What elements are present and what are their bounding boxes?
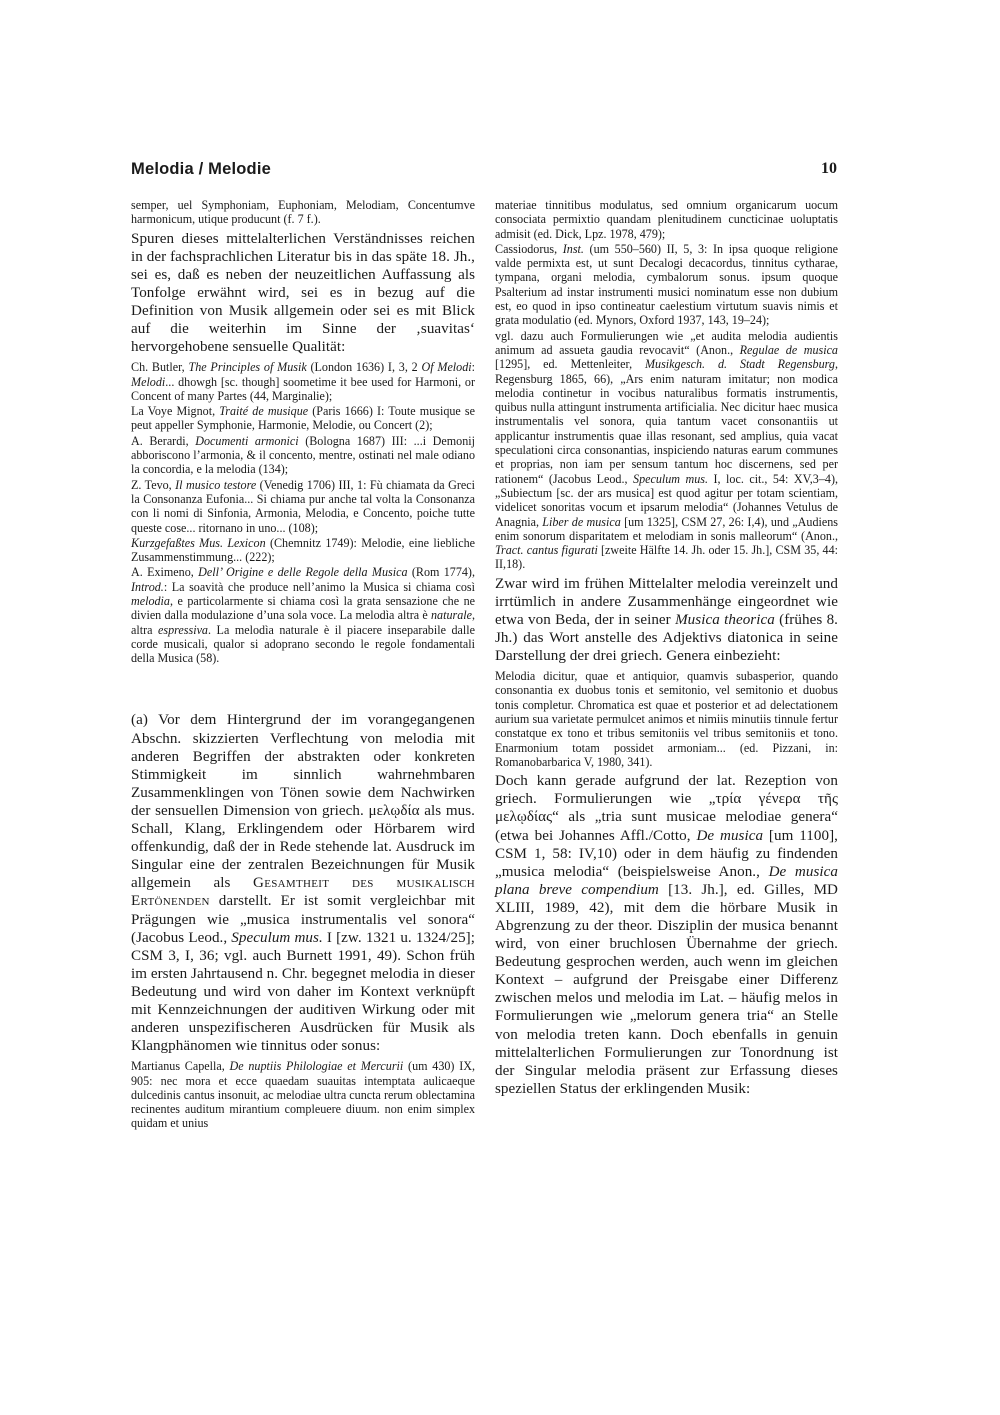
- quote-melodia-dicitur: Melodia dicitur, quae et antiquior, quamvis subasperior, quando consonantia ex duobus tonis et semitonio, vel semitonio et duobus tonis completur. Chromatica est quae et posterior et ad delectationem aurium sua varietate permulcet animos et nimiis minutiis tinnule fertur constatque ex tono et tribus semitoniis vel tribus semitoniis et tono. Enarmonium totam possidet armoniam... (ed. Pizzani, in: Romanobarbarica V, 1980, 341).: [495, 669, 838, 769]
- left-column: [131, 198, 475, 1132]
- quote-mignot: La Voye Mignot, Traité de musique (Paris 1666) I: Toute musique se peut appeller Symphonie, Harmonie, Melodie, ou Concert (2);: [131, 404, 475, 433]
- quote-cassiodorus: Cassiodorus, Inst. (um 550–560) II, 5, 3: In ipsa quoque religione valde permixta est, ut sunt Decalogi decacordus, tinnitus cytharae, tympana, organi melodia, cymbalorum sonus. ipsum quoque Psalterium ad instar instrumenti musici nominatum esse non dubium est, eo quod in ipso contineatur caelestium virtutum suavis nimis et grata modulatio (ed. Mynors, Oxford 1937, 143, 19–24);: [495, 241, 838, 328]
- quote-symphoniam: semper, uel Symphoniam, Euphoniam, Melodiam, Concentumve harmonicum, utique producunt (f. 7 f.).: [131, 198, 475, 227]
- right-column: [495, 198, 838, 1102]
- quote-tevo: Z. Tevo, Il musico testore (Venedig 1706) III, 1: Fù chiamata da Greci la Consonanza Eufonia... Si chiama pur anche tal volta la Consonanza con li nomi di Sinfonia, Armonia, Melodia, e Concento, poiche tutte queste cose... ritornano in uno... (108);: [131, 477, 475, 535]
- quote-formulierungen: vgl. dazu auch Formulierungen wie „et audita melodia audientis animum ad assueta gaudia revocavit“ (Anon., Regulae de musica [1295], ed. Mettenleiter, Musikgesch. d. Stadt Regensburg, Regensburg 1865, 66), „Ars enim naturam imitatur; non modica melodia continetur in vocibus naturalibus formatis instrumentis, quibus nulla attingunt instrumenta artificialia. Nec dicitur haec musica instrumentalis vel sonora, quia tantum vacet consonantiis ut applicantur instrumentis quae illas resonant, sed amplius, quia vacat speculationi circa consonantias, inspiciendo naturas earum communes et proprias, non iam per sensum tantum hoc discernens, sed per rationem“ (Jacobus Leod., Speculum mus. I, loc. cit., 54: XV,3–4), „Subiectum [sc. der ars musica] est quod agitur per totam scientiam, videlicet sonoritas vocum et ipsarum melodia“ (Johannes Vetulus de Anagnia, Liber de musica [um 1325], CSM 27, 26: I,4), und „Audiens enim sonorum disparitatem et melodiam in sonis malleorum“ (Anon., Tract. cantus figurati [zweite Hälfte 14. Jh. oder 15. Jh.], CSM 35, 44: II,18).: [495, 328, 838, 572]
- quote-lexicon: Kurzgefaßtes Mus. Lexicon (Chemnitz 1749): Melodie, eine liebliche Zusammenstimmung... (222);: [131, 535, 475, 565]
- quote-capella-cont: materiae tinnitibus modulatus, sed omnium organicarum uocum consociata permixtio quandam plenitudinem cuncticinae uoluptatis admisit (ed. Dick, Lpz. 1978, 479);: [495, 198, 838, 241]
- page-number: 10: [821, 160, 837, 177]
- quote-butler: Ch. Butler, The Principles of Musik (London 1636) I, 3, 2 Of Melodi: Melodi... dhowgh [sc. though] soometime it bee used for Harmoni, or Concent of many Partes (44, Marginalie);: [131, 360, 476, 403]
- quote-eximeno: A. Eximeno, Dell’ Origine e delle Regole della Musica (Rom 1774), Introd.: La soavità che produce nell’animo la Musica si chiama così melodia, e particolarmente si chiama così la grata sensazione che ne divien dalla modulazione d’una sola voce. La melodìa altra è naturale, altra espressiva. La melodìa naturale è il piacere inseparabile dalle corde musicali, qualor si adoprano secondo le regole fondamentali della Musica (58).: [131, 565, 475, 666]
- paragraph-beda: Zwar wird im frühen Mittelalter melodia vereinzelt und irrtümlich in andere Zusammenhänge eingeordnet wie etwa von Beda, der in seiner Musica theorica (frühes 8. Jh.) das Wort anstelle des Adjektivs diatonica in seine Darstellung der drei griech. Genera einbezieht:: [495, 575, 838, 665]
- paragraph-spuren: Spuren dieses mittelalterlichen Verständnisses reichen in der fachsprachlichen Literatur bis in das späte 18. Jh., sei es, daß es neben der neuzeitlichen Auffassung als Tonfolge erwähnt wird, sei es in bezug auf die Definition von Musik allgemein oder sei es mit Blick auf die weiterhin im Sinne der ‚suavitas‘ hervorgehobene sensuelle Qualität:: [131, 230, 475, 356]
- quote-berardi: A. Berardi, Documenti armonici (Bologna 1687) III: ...i Demonij abboriscono l’armonia, & il concento, mentre, ostinati nel male odiano la concordia, e la melodia (134);: [131, 433, 476, 477]
- page-header: [131, 160, 837, 184]
- paragraph-rezeption: Doch kann gerade aufgrund der lat. Rezeption von griech. Formulierungen wie „τρία γένερα τῆς μελῳδίας“ als „tria sunt musicae melodiae genera“ (etwa bei Johannes Affl./Cotto, De musica [um 1100], CSM 1, 58: IV,10) oder in dem häufig zu findenden „musica melodia“ (beispielsweise Anon., De musica plana breve compendium [13. Jh.], ed. Gilles, MD XLIII, 1989, 42), mit dem die hörbare Musik in Abgrenzung zu der theor. Disziplin der musica benannt wird, von einer bruchlosen Übernahme der griech. Bedeutung gesprochen werden, auch wenn im gleichen Kontext – aufgrund der Preisgabe einer Differenz zwischen melos und melodia im Lat. – häufig melos in Formulierungen wie „melorum genera tria“ an Stelle von melodia treten kann. Doch ebenfalls in genuin mittelalterlichen Formulierungen zur Tonordnung ist der Singular melodia präsent zur Erfassung dieses speziellen Status der erklingenden Musik:: [495, 773, 838, 1097]
- quote-capella: Martianus Capella, De nuptiis Philologiae et Mercurii (um 430) IX, 905: nec mora et ecce quaedam suauitas intemptata aulicaeque dulcedinis cantus insonuit, ac melodiae ultra cuncta rerum oblectamina recinentes auditum mirantium compleuere diuum. non enim simplex quidam et unius: [131, 1059, 475, 1131]
- paragraph-section-a: (a) Vor dem Hintergrund der im vorangegangenen Abschn. skizzierten Verflechtung von melodia mit anderen Begriffen der abstrakten oder konkreten Stimmigkeit im sinnlich wahrnehmbaren Zusammenklingen von Tönen sowie dem Nachwirken der sensuellen Dimension von griech. μελῳδία als mus. Schall, Klang, Erklingendem oder Hörbarem wird offenkundig, daß der in Rede stehende lat. Ausdruck im Singular eine der zentralen Bezeichnungen für Musik allgemein als Gesamtheit des musikalisch Ertönenden darstellt. Er ist somit vergleichbar mit Prägungen wie „musica instrumentalis vel sonora“ (Jacobus Leod., Speculum mus. I [zw. 1321 u. 1324/25]; CSM 3, I, 36; vgl. auch Burnett 1991, 49). Schon früh im ersten Jahrtausend n. Chr. begegnet melodia in dieser Bedeutung und wird von daher im Kontext verknüpft mit Kennzeichnungen der auditiven Wirkung oder mit anderen unspezifischeren Ausdrücken für Musik als Klangphänomen wie tinnitus oder sonus:: [131, 712, 475, 1055]
- running-title: Melodia / Melodie: [131, 160, 272, 178]
